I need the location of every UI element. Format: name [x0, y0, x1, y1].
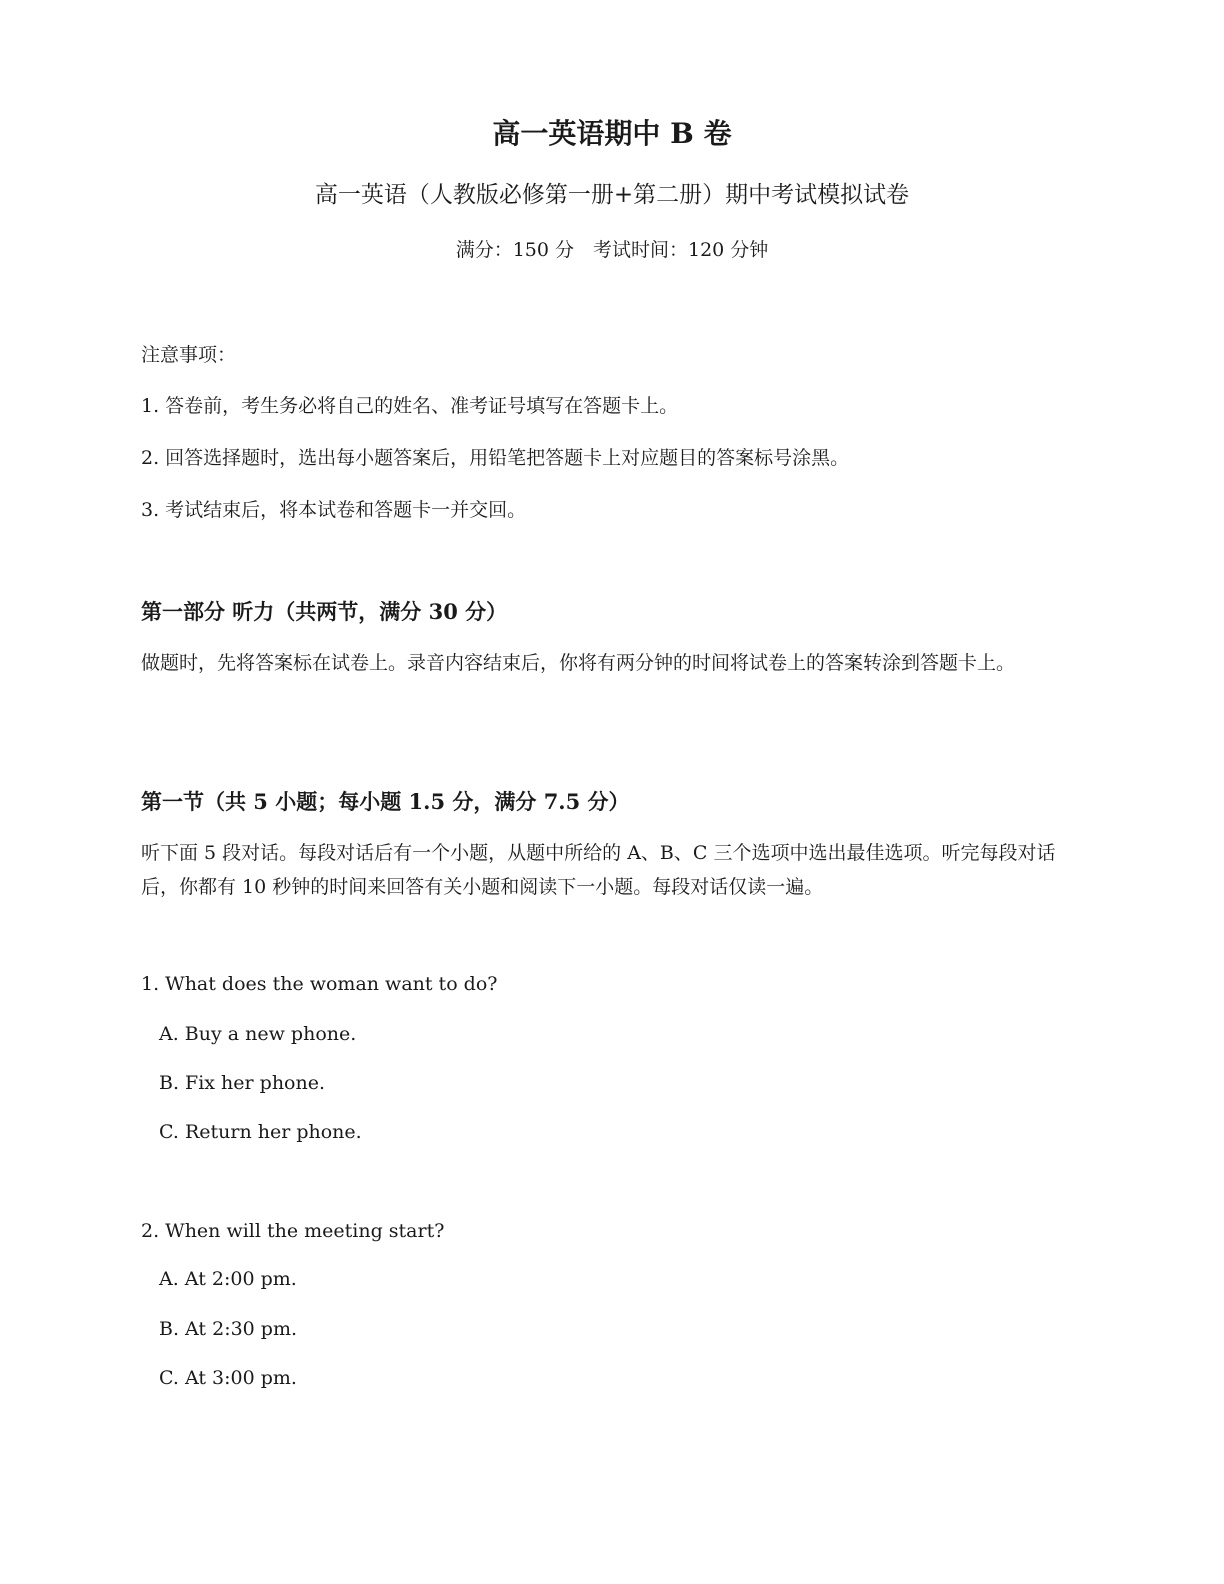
question-stem: 1. What does the woman want to do? — [141, 973, 498, 995]
question-option: A. At 2:00 pm. — [159, 1268, 297, 1290]
note-item: 2. 回答选择题时，选出每小题答案后，用铅笔把答题卡上对应题目的答案标号涂黑。 — [141, 447, 850, 469]
question-option: C. At 3:00 pm. — [159, 1367, 297, 1389]
exam-meta: 满分：150 分 考试时间：120 分钟 — [455, 239, 769, 261]
question-option: B. Fix her phone. — [159, 1072, 326, 1094]
question-option: C. Return her phone. — [159, 1121, 362, 1143]
notes-heading: 注意事项： — [141, 344, 237, 366]
question-option: B. At 2:30 pm. — [159, 1318, 298, 1340]
note-item: 1. 答卷前，考生务必将自己的姓名、准考证号填写在答题卡上。 — [141, 395, 679, 417]
note-item: 3. 考试结束后，将本试卷和答题卡一并交回。 — [141, 499, 527, 521]
section1-heading: 第一节（共 5 小题；每小题 1.5 分，满分 7.5 分） — [141, 789, 630, 814]
exam-title: 高一英语期中 B 卷 — [492, 117, 732, 150]
part1-instruction: 做题时，先将答案标在试卷上。录音内容结束后，你将有两分钟的时间将试卷上的答案转涂到答题卡上。 — [141, 652, 1016, 674]
section1-instruction: 听下面 5 段对话。每段对话后有一个小题，从题中所给的 A、B、C 三个选项中选出最佳选项。听完每段对话后，你都有 10 秒钟的时间来回答有关小题和阅读下一小题。每段对话仅读一遍。 — [141, 842, 1056, 898]
question-stem: 2. When will the meeting start? — [141, 1220, 445, 1242]
question-option: A. Buy a new phone. — [159, 1023, 357, 1045]
exam-subtitle: 高一英语（人教版必修第一册+第二册）期中考试模拟试卷 — [314, 182, 910, 208]
part1-heading: 第一部分 听力（共两节，满分 30 分） — [141, 599, 508, 624]
